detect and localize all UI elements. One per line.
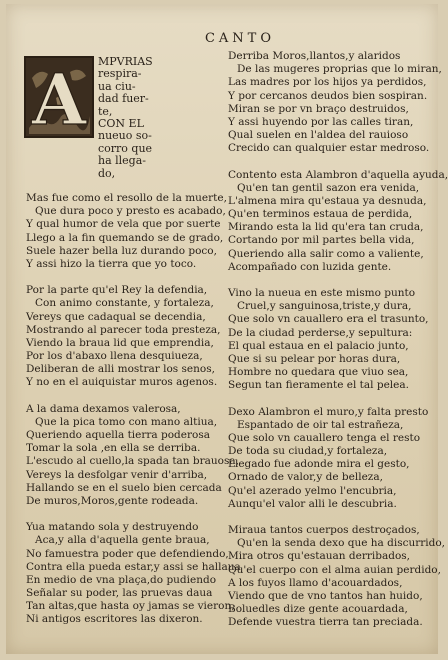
verse-line: Vino la nueua en este mismo punto	[228, 287, 416, 299]
verse-line: Boluedles dize gente acouardada,	[228, 603, 408, 616]
book-page	[6, 4, 448, 654]
verse-line: En medio de vna plaça,do pudiendo	[26, 573, 217, 586]
verse-line: Qu'en tan gentil sazon era venida,	[237, 181, 420, 194]
opening-line: MPVRIAS	[98, 55, 153, 68]
stanza	[26, 521, 241, 627]
verse-line: Miraua tantos cuerpos destroçados,	[228, 524, 420, 536]
opening-line: CON EL	[98, 116, 144, 130]
verse-line: Segun tan fieramente el tal pelea.	[228, 379, 409, 392]
verse-line: Contra ella pueda estar,y assi se hallaua	[26, 560, 241, 573]
verse-line: Que dura poco y presto es acabado,	[35, 205, 226, 218]
verse-line: Cruel,y sanguinosa,triste,y dura,	[237, 300, 412, 313]
verse-line: Derriba Moros,llantos,y alaridos	[228, 50, 401, 62]
verse-line: Con animo constante, y fortaleza,	[35, 297, 214, 310]
opening-lines	[98, 56, 153, 180]
opening-line: dad fuer-	[98, 92, 149, 106]
verse-line: Viendo que de vno tantos han huido,	[228, 589, 423, 602]
opening-line: nueuo so-	[98, 129, 152, 143]
verse-line: Tan altas,que hasta oy jamas se vieron,	[26, 600, 235, 613]
opening-line: ua ciu-	[98, 79, 136, 93]
stanza	[228, 50, 448, 156]
verse-line: Por la parte qu'el Rey la defendia,	[26, 284, 208, 297]
verse-line: Hallando se en el suelo bien cercada	[26, 481, 222, 494]
woodcut-initial-image	[26, 58, 92, 136]
verse-line: Yua matando sola y destruyendo	[26, 521, 199, 534]
verse-line: Espantado de oir tal estrañeza,	[237, 418, 404, 431]
opening-line: te,	[98, 104, 113, 118]
verse-line: Vereys que cadaqual se decendia,	[26, 310, 206, 323]
verse-line: Defende vuestra tierra tan preciada.	[228, 616, 423, 629]
opening-line: do,	[98, 166, 116, 180]
running-header: CANTO	[204, 31, 276, 46]
verse-line: Queriendo aquella tierra poderosa	[26, 429, 210, 441]
verse-line: Señalar su poder, las pruevas daua	[26, 587, 213, 600]
verse-line: Acompañado con luzida gente.	[228, 260, 392, 273]
verse-line: Y assi huyendo por las calles tiran,	[228, 115, 414, 128]
verse-line: Que solo vn cauallero era el trasunto,	[228, 313, 429, 326]
verse-line: A la dama dexamos valerosa,	[26, 402, 181, 415]
verse-line: Deliberan de alli mostrar los senos,	[26, 363, 215, 376]
verse-line: Qu'el azerado yelmo l'encubria,	[228, 484, 397, 497]
stanza	[228, 524, 448, 630]
verse-line: Mirando esta la lid qu'era tan cruda,	[228, 221, 424, 234]
stanza	[228, 287, 448, 393]
verse-line: Y qual humor de vela que por suerte	[26, 218, 221, 231]
verse-line: Llego a la fin quemando se de grado,	[26, 231, 224, 244]
verse-line: Hombre no quedara que viuo sea,	[228, 366, 409, 379]
verse-line: Y assi hizo la tierra que yo toco.	[26, 257, 197, 270]
verse-line: Por los d'abaxo llena desquiueza,	[26, 350, 203, 363]
verse-line: De muros,Moros,gente rodeada.	[26, 494, 199, 507]
verse-line: Que solo vn cauallero tenga el resto	[228, 431, 421, 444]
verse-line: Suele hazer bella luz durando poco,	[26, 244, 217, 257]
verse-line: Qu'en la senda dexo que ha discurrido,	[237, 537, 446, 550]
verse-line: De las mugeres proprias que lo miran,	[237, 63, 442, 76]
verse-line: Tomar la sola ,en ella se derriba.	[26, 442, 201, 455]
verse-line: L'escudo al cuello,la spada tan brauosa,	[26, 455, 239, 468]
verse-line: De toda su ciudad,y fortaleza,	[228, 445, 388, 458]
verse-line: Mira otros qu'estauan derribados,	[228, 550, 410, 563]
stanza	[26, 284, 241, 390]
decorated-initial	[24, 56, 94, 138]
right-column	[228, 50, 448, 643]
verse-line: Que la pica tomo con mano altiua,	[35, 415, 218, 428]
verse-line: Y no en el auiquistar muros agenos.	[26, 376, 218, 389]
verse-line: Qu'el cuerpo con el alma auian perdido,	[228, 563, 441, 576]
verse-line: Qu'en terminos estaua de perdida,	[228, 208, 413, 221]
verse-line: Y por cercanos deudos bien sospiran.	[228, 89, 428, 102]
verse-line: El qual estaua en el palacio junto,	[228, 339, 409, 352]
verse-line: Queriendo alla salir como a valiente,	[228, 247, 424, 260]
verse-line: Aunqu'el valor alli le descubria.	[228, 497, 397, 510]
verse-line: De la ciudad perderse,y sepultura:	[228, 326, 413, 339]
stanza	[26, 192, 241, 271]
opening-line: respira-	[98, 67, 142, 81]
verse-line: Ornado de valor,y de belleza,	[228, 471, 383, 484]
verse-line: Mas fue como el resollo de la muerte,	[26, 192, 227, 204]
verse-line: Viendo la braua lid que emprendia,	[26, 336, 214, 349]
verse-line: Cortando por mil partes bella vida,	[228, 234, 415, 247]
verse-line: L'almena mira qu'estaua ya desnuda,	[228, 194, 427, 207]
verse-line: Contento esta Alambron d'aquella ayuda,	[228, 168, 448, 181]
left-column	[26, 192, 241, 640]
stanza	[228, 169, 448, 275]
verse-line: A los fuyos llamo d'acouardados,	[228, 576, 403, 589]
opening-line: corro que	[98, 141, 153, 155]
verse-line: Qual suelen en l'aldea del rauioso	[228, 129, 409, 142]
opening-line: ha llega-	[98, 154, 147, 168]
verse-line: Aca,y alla d'aquella gente braua,	[35, 534, 210, 547]
verse-line: Miran se por vn braço destruidos,	[228, 102, 409, 115]
verse-line: Crecido can qualquier estar medroso.	[228, 142, 430, 155]
verse-line: Dexo Alambron el muro,y falta presto	[228, 405, 429, 418]
verse-line: Vereys la desfolgar venir d'arriba,	[26, 468, 208, 481]
verse-line: No famuestra poder que defendiendo,	[26, 547, 229, 560]
stanza	[228, 406, 448, 512]
verse-line: Que si su pelear por horas dura,	[228, 352, 401, 365]
verse-line: Mostrando al parecer toda presteza,	[26, 323, 221, 336]
verse-line: Ni antigos escritores las dixeron.	[26, 613, 203, 626]
initial-letter: A	[31, 58, 87, 136]
verse-line: Las madres por los hijos ya perdidos,	[228, 76, 427, 89]
stanza	[26, 403, 241, 509]
verse-line: Llegado fue adonde mira el gesto,	[228, 458, 410, 471]
